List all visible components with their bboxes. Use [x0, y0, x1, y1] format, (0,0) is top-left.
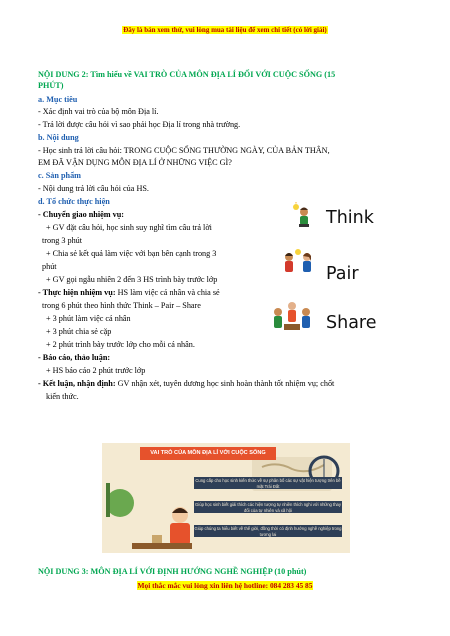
step-perform-line: trong 6 phút theo hình thức Think – Pair – Share [42, 301, 201, 310]
objective-item-1: - Xác định vai trò của bộ môn Địa lí. [38, 107, 159, 116]
content-question-1: - Học sinh trả lời câu hỏi: TRONG CUỘC SỐNG THƯỜNG NGÀY, CỦA BẢN THÂN, [38, 146, 330, 155]
content-question-2: EM ĐÃ VẬN DỤNG MÔN ĐỊA LÍ Ở NHỮNG VIỆC GÌ? [38, 158, 232, 167]
pair-students-icon [280, 247, 316, 280]
step-report-title: - Báo cáo, thảo luận: [38, 353, 111, 362]
step-assign-line: + Chia sẻ kết quả làm việc với bạn bên cạnh trong 3 [46, 249, 217, 258]
step-perform-line: + 3 phút chia sẻ cặp [46, 327, 112, 336]
step-assign-line: + GV đặt câu hỏi, học sinh suy nghĩ tìm câu trả lời [46, 223, 212, 232]
preview-banner [0, 26, 450, 34]
step-perform [38, 288, 220, 298]
step-assign-line: trong 3 phút [42, 236, 83, 245]
step-conclude-title: - Kết luận, nhận định: [38, 379, 116, 388]
infographic-title: VAI TRÒ CỦA MÔN ĐỊA LÍ VỚI CUỘC SỐNG [140, 447, 276, 460]
objective-heading: a. Mục tiêu [38, 95, 78, 104]
step-conclude [38, 379, 334, 389]
thinking-student-icon [290, 202, 316, 233]
step-assign-line: + GV gọi ngẫu nhiên 2 đến 3 HS trình bày trước lớp [46, 275, 218, 284]
step-perform-text: HS làm việc cá nhân và chia sẻ [115, 288, 220, 297]
step-assign-title: - Chuyển giao nhiệm vụ: [38, 210, 124, 219]
step-perform-title: - Thực hiện nhiệm vụ: [38, 288, 116, 297]
section2-title-cont: PHÚT) [38, 81, 64, 90]
infographic-box: Giúp chúng ta hiểu biết về thế giới, đồng thời có định hướng nghề nghiệp trong tương lai [194, 526, 342, 537]
hotline-banner-text: Mọi thắc mắc vui lòng xin liên hệ hotline: 084 283 45 85 [137, 581, 313, 590]
infographic-box: Giúp học sinh biết giải thích các hiện tượng tự nhiên thích nghi với những thay đổi của tự nhiên và xã hội [195, 502, 341, 513]
step-report-line: + HS báo cáo 2 phút trước lớp [46, 366, 146, 375]
hotline-banner [0, 581, 450, 590]
step-perform-line: + 3 phút làm việc cá nhân [46, 314, 131, 323]
content-heading: b. Nội dung [38, 133, 79, 142]
product-item: - Nội dung trả lời câu hỏi của HS. [38, 184, 149, 193]
section2-title: NỘI DUNG 2: Tìm hiểu về VAI TRÒ CỦA MÔN ĐỊA LÍ ĐỐI VỚI CUỘC SỐNG (15 [38, 70, 336, 79]
step-perform-line: + 2 phút trình bày trước lớp cho mỗi cá nhân. [46, 340, 195, 349]
section3-title: NỘI DUNG 3: MÔN ĐỊA LÍ VỚI ĐỊNH HƯỚNG NGHỀ NGHIỆP (10 phút) [38, 567, 307, 576]
step-conclude-text: GV nhận xét, tuyên dương học sinh hoàn thành tốt nhiệm vụ; chốt [115, 379, 335, 388]
step-conclude-line: kiến thức. [46, 392, 79, 401]
geography-role-infographic [102, 443, 350, 553]
think-label: Think [326, 208, 374, 228]
pair-label: Pair [326, 264, 359, 284]
share-label: Share [326, 313, 377, 333]
step-assign-line: phút [42, 262, 57, 271]
infographic-box: Cung cấp cho học sinh kiến thức về sự phân bố các sự vật hiện tượng trên bề mặt Trái Đất [195, 478, 341, 489]
share-group-icon [270, 298, 314, 337]
product-heading: c. Sản phẩm [38, 171, 81, 180]
procedure-heading: d. Tổ chức thực hiện [38, 197, 110, 206]
preview-banner-text: Đây là bản xem thử, vui lòng mua tài liệu để xem chi tiết (có lời giải) [123, 26, 327, 34]
objective-item-2: - Trả lời được câu hỏi vì sao phải học Địa lí trong nhà trường. [38, 120, 241, 129]
